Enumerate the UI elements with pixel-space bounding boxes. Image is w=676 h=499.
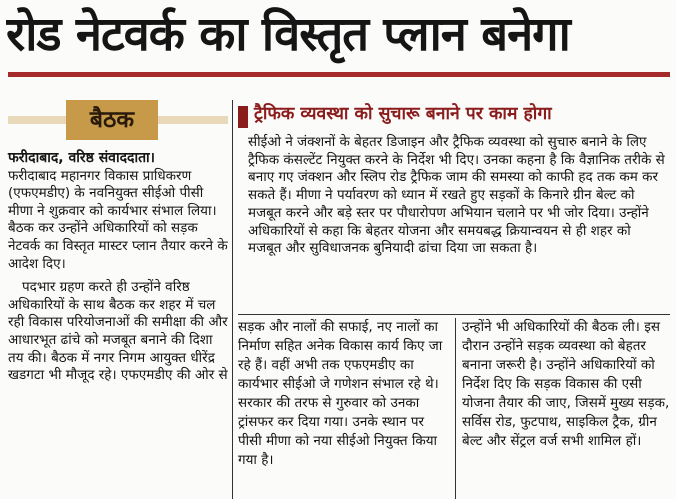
col2-paragraph: सड़क और नालों की सफाई, नए नालों का निर्माण सहित अनेक विकास कार्य किए जा रहे हैं। वहीं अभी तक एफएमडीए का कार्यभार सीईओ जे गणेशन संभाल रहे थे। सरकार की तरफ से गुरुवार को उनका ट्रांसफर कर दिया गया। उनके स्थान पर पीसी मीणा को नया सीईओ नियुक्त किया गया है।	[238, 319, 443, 468]
column-divider-1	[232, 100, 233, 499]
column-2	[238, 318, 448, 470]
box-bottom-rule	[238, 314, 670, 315]
tag-bar-right	[158, 116, 228, 124]
headline: रोड नेटवर्क का विस्तृत प्लान बनेगा	[6, 7, 570, 62]
col3-paragraph: उन्होंने भी अधिकारियों की बैठक ली। इस दौरान उन्होंने सड़क व्यवस्था को बेहतर बनाना जरूरी है। उन्होंने अधिकारियों को निर्देश दिए कि सड़क विकास की एसी योजना तैयार की जाए, जिसमें मुख्य सड़क, सर्विस रोड, फुटपाथ, साइकिल ट्रैक, ग्रीन बेल्ट और सेंट्रल वर्ज सभी शामिल हों।	[462, 319, 670, 449]
sidebar-box	[238, 100, 666, 312]
box-title-mark	[238, 106, 248, 128]
box-text: सीईओ ने जंक्शनों के बेहतर डिजाइन और ट्रैफिक व्यवस्था को सुचारु बनाने के लिए ट्रैफिक कंसल्टेंट नियुक्त करने के निर्देश भी दिए। उनका कहना है कि वैज्ञानिक तरीके से बनाए गए जंक्शन और स्लिप रोड ट्रैफिक जाम की समस्या को काफी हद तक कम कर सकते हैं। मीणा ने पर्यावरण को ध्यान में रखते हुए सड़कों के किनारे ग्रीन बेल्ट को मजबूत करने और बड़े स्तर पर पौधारोपण अभियान चलाने पर भी जोर दिया। उन्होंने अधिकारियों से कहा कि बेहतर योजना और समयबद्ध क्रियान्वयन से ही शहर को मजबूत और सुविधाजनक बुनियादी ढांचा दिया जा सकता है।	[248, 134, 665, 257]
dateline: फरीदाबाद, वरिष्ठ संवाददाता।	[8, 150, 155, 166]
col1-paragraph-1: फरीदाबाद महानगर विकास प्राधिकरण (एफएमडीए) के नवनियुक्त सीईओ पीसी मीणा ने शुक्रवार को कार्यभार संभाल लिया। बैठक कर उन्होंने अधिकारियों को सड़क नेटवर्क का विस्तृत मास्टर प्लान तैयार करने के आदेश दिए।	[8, 167, 228, 272]
section-tag: बैठक	[66, 100, 158, 140]
tag-bar-left	[8, 116, 66, 124]
column-divider-2	[455, 318, 456, 499]
column-3	[462, 318, 670, 451]
box-title: ट्रैफिक व्यवस्था को सुचारू बनाने पर काम होगा	[254, 104, 552, 124]
col1-paragraph-2: पदभार ग्रहण करते ही उन्होंने वरिष्ठ अधिकारियों के साथ बैठक कर शहर में चल रही विकास परियोजनाओं की समीक्षा की और आधारभूत ढांचे को मजबूत बनाने की दिशा तय की। बैठक में नगर निगम आयुक्त धीरेंद्र खडगटा भी मौजूद रहे। एफएमडीए की ओर से	[8, 279, 228, 384]
headline-rule	[8, 72, 670, 77]
column-1	[8, 150, 228, 385]
